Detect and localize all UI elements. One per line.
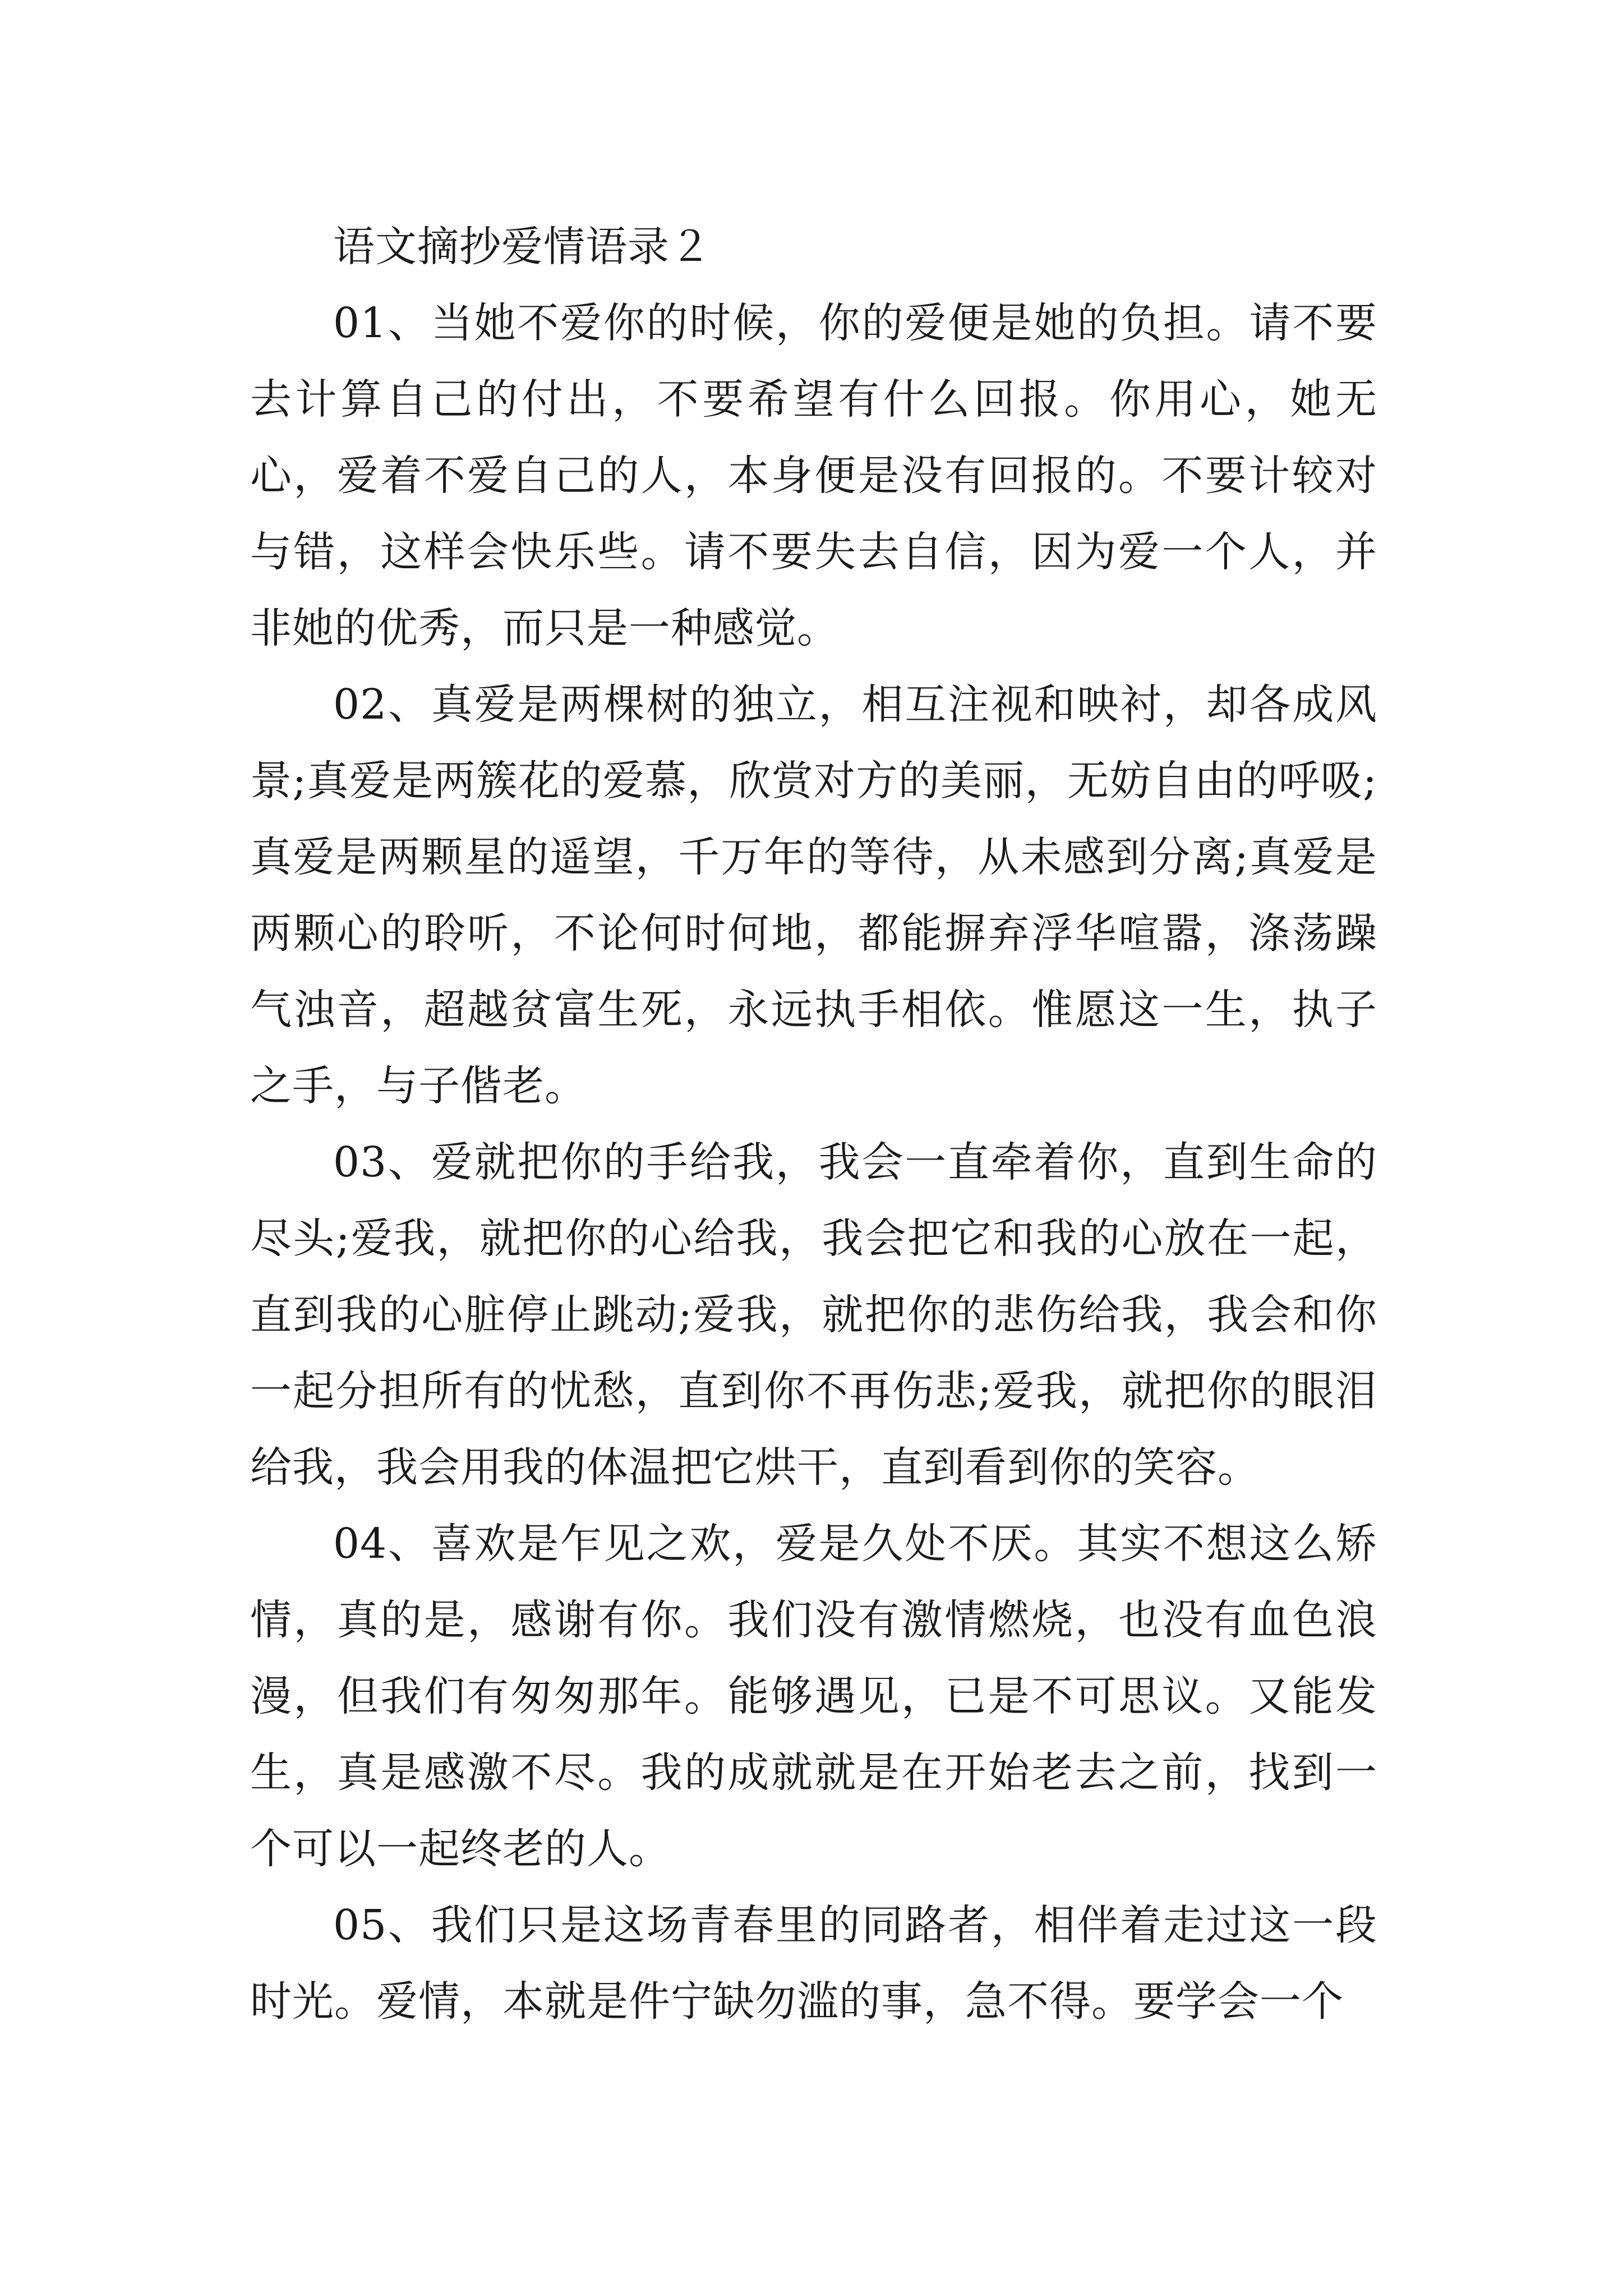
paragraph-02: 02、真爱是两棵树的独立，相互注视和映衬，却各成风景;真爱是两簇花的爱慕，欣赏对方的美丽，无妨自由的呼吸;真爱是两颗星的遥望，千万年的等待，从未感到分离;真爱是两颗心的聆听，不论何时何地，都能摒弃浮华喧嚣，涤荡躁气浊音，超越贫富生死，永远执手相依。惟愿这一生，执子之手，与子偕老。 <box>250 680 1377 1110</box>
paragraph-03: 03、爱就把你的手给我，我会一直牵着你，直到生命的尽头;爱我，就把你的心给我，我会把它和我的心放在一起，直到我的心脏停止跳动;爱我，就把你的悲伤给我，我会和你一起分担所有的忧愁，直到你不再伤悲;爱我，就把你的眼泪给我，我会用我的体温把它烘干，直到看到你的笑容。 <box>250 1138 1377 1492</box>
document-title: 语文摘抄爱情语录２ <box>333 223 712 271</box>
document-body <box>250 209 1377 2040</box>
paragraph-01: 01、当她不爱你的时候，你的爱便是她的负担。请不要去计算自己的付出，不要希望有什么回报。你用心，她无心，爱着不爱自己的人，本身便是没有回报的。不要计较对与错，这样会快乐些。请不要失去自信，因为爱一个人，并非她的优秀，而只是一种感觉。 <box>250 299 1377 652</box>
paragraph-05: 05、我们只是这场青春里的同路者，相伴着走过这一段时光。爱情，本就是件宁缺勿滥的事，急不得。要学会一个 <box>250 1901 1377 2026</box>
paragraph-04: 04、喜欢是乍见之欢，爱是久处不厌。其实不想这么矫情，真的是，感谢有你。我们没有激情燃烧，也没有血色浪漫，但我们有匆匆那年。能够遇见，已是不可思议。又能发生，真是感激不尽。我的成就就是在开始老去之前，找到一个可以一起终老的人。 <box>250 1520 1377 1873</box>
